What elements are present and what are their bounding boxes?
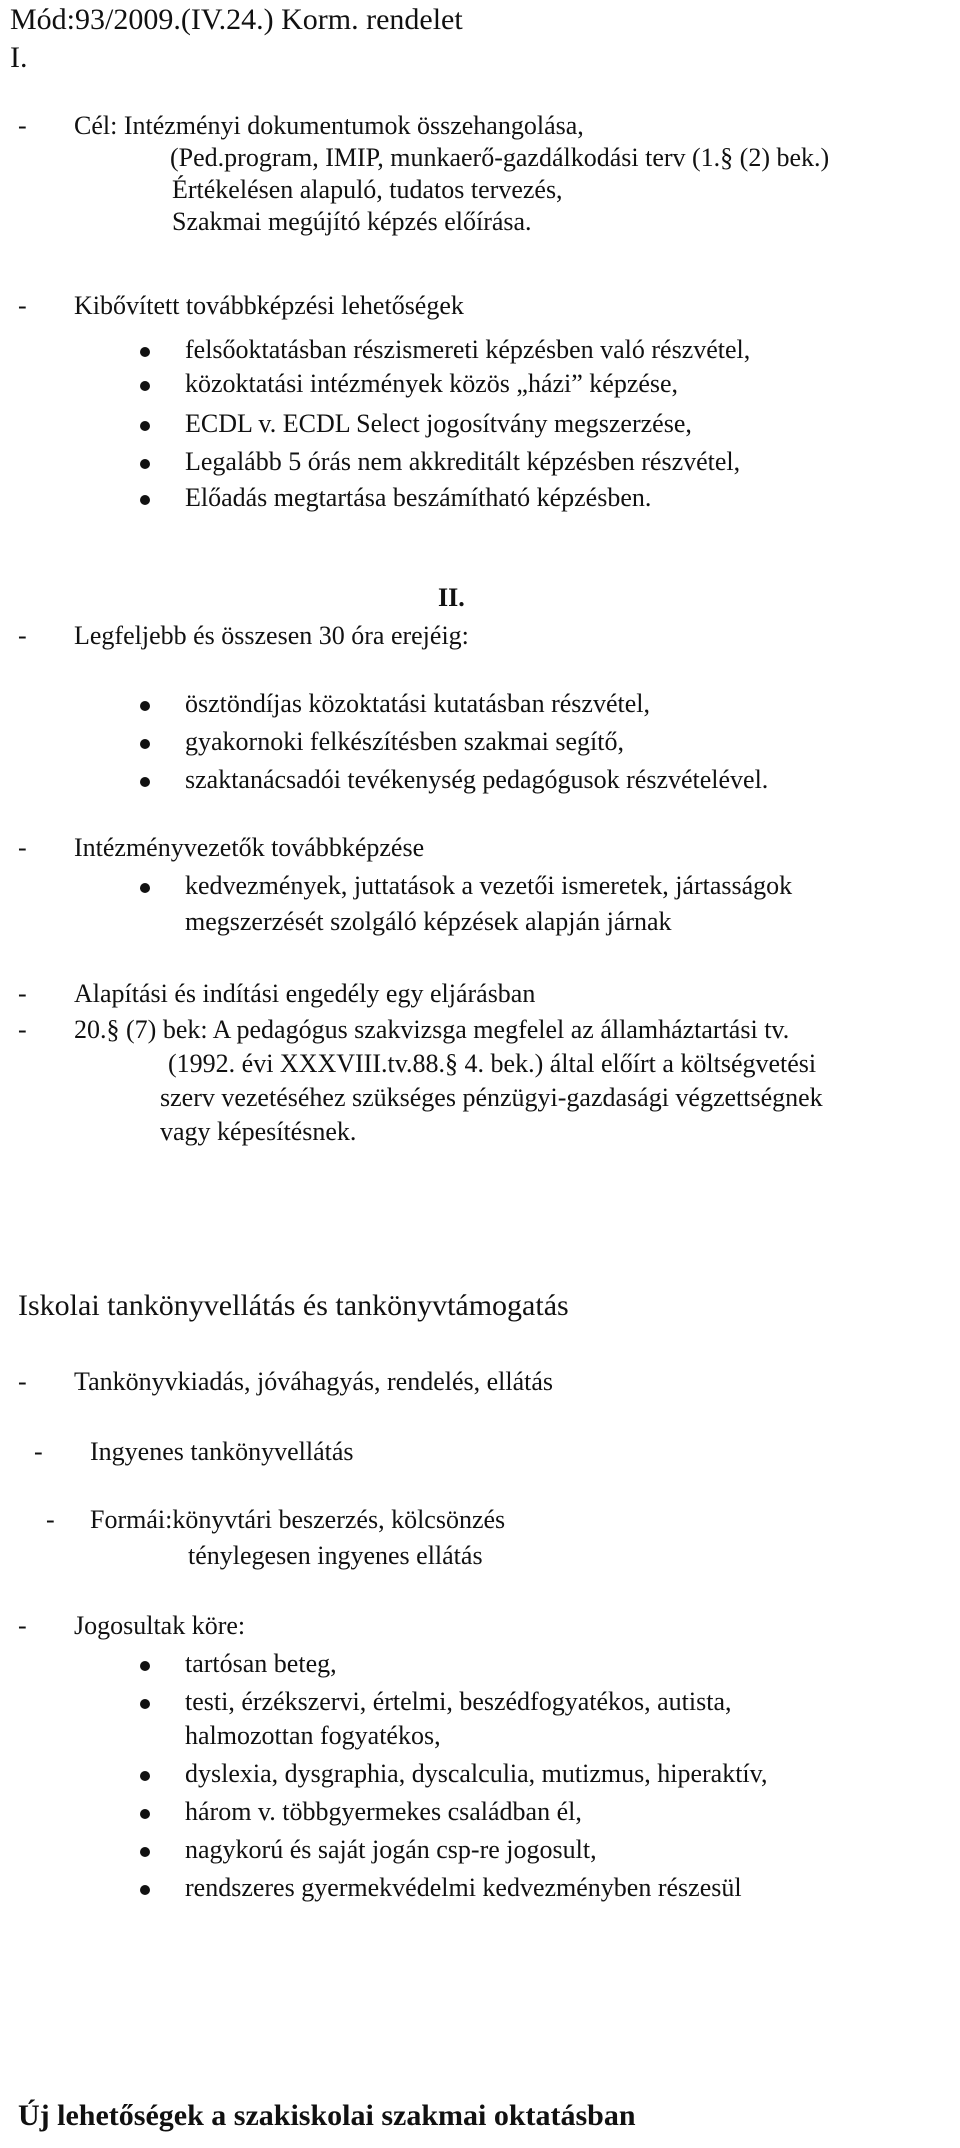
list-heading: Jogosultak köre: [74, 1611, 246, 1640]
list-item: ösztöndíjas közoktatási kutatásban részvétel, [185, 689, 650, 718]
bullet-icon [140, 1809, 150, 1819]
list-item: dyslexia, dysgraphia, dyscalculia, mutizmus, hiperaktív, [185, 1759, 768, 1788]
list-item: közoktatási intézmények közös „házi” képzése, [185, 369, 679, 398]
list-item-continuation: megszerzését szolgáló képzések alapján járnak [185, 907, 672, 936]
bullet-icon [140, 1699, 150, 1709]
list-item: gyakornoki felkészítésben szakmai segítő, [185, 727, 624, 756]
bullet-icon [140, 381, 150, 391]
goal-line: Cél: Intézményi dokumentumok összehangolása, [74, 111, 584, 140]
list-item-continuation: halmozottan fogyatékos, [185, 1721, 441, 1750]
goal-line: Értékelésen alapuló, tudatos tervezés, [172, 175, 563, 204]
bullet-icon [140, 1661, 150, 1671]
list-item: ECDL v. ECDL Select jogosítvány megszerzése, [185, 409, 692, 438]
bullet-icon [140, 1847, 150, 1857]
list-item: felsőoktatásban részismereti képzésben való részvétel, [185, 335, 751, 364]
list-item: Legalább 5 órás nem akkreditált képzésben részvétel, [185, 447, 741, 476]
list-dash: - [18, 979, 27, 1008]
bullet-icon [140, 495, 150, 505]
bullet-icon [140, 421, 150, 431]
list-dash: - [18, 1367, 27, 1396]
list-item: nagykorú és saját jogán csp-re jogosult, [185, 1835, 597, 1864]
list-dash: - [18, 1015, 27, 1044]
list-item: kedvezmények, juttatások a vezetői ismeretek, jártasságok [185, 871, 793, 900]
goal-line: Szakmai megújító képzés előírása. [172, 207, 532, 236]
list-heading: Intézményvezetők továbbképzése [74, 833, 425, 862]
list-item-continuation: ténylegesen ingyenes ellátás [188, 1541, 483, 1570]
list-item: testi, érzékszervi, értelmi, beszédfogyatékos, autista, [185, 1687, 732, 1716]
bullet-icon [140, 701, 150, 711]
goal-line: (Ped.program, IMIP, munkaerő-gazdálkodási terv (1.§ (2) bek.) [170, 143, 830, 172]
paragraph-line: (1992. évi XXXVIII.tv.88.§ 4. bek.) által előírt a költségvetési [168, 1049, 817, 1078]
paragraph-line: 20.§ (7) bek: A pedagógus szakvizsga megfelel az államháztartási tv. [74, 1015, 790, 1044]
list-item: tartósan beteg, [185, 1649, 337, 1678]
bullet-icon [140, 883, 150, 893]
bullet-icon [140, 1771, 150, 1781]
list-item: rendszeres gyermekvédelmi kedvezményben részesül [185, 1873, 742, 1902]
bullet-icon [140, 739, 150, 749]
list-item: Ingyenes tankönyvellátás [90, 1437, 354, 1466]
section-heading-i: I. [10, 41, 28, 74]
list-dash: - [18, 111, 27, 140]
list-dash: - [18, 833, 27, 862]
list-item: szaktanácsadói tevékenység pedagógusok részvételével. [185, 765, 769, 794]
list-item: Tankönyvkiadás, jóváhagyás, rendelés, ellátás [74, 1367, 554, 1396]
section-heading-tankonyv: Iskolai tankönyvellátás és tankönyvtámogatás [18, 1289, 569, 1322]
bullet-icon [140, 347, 150, 357]
list-item: három v. többgyermekes családban él, [185, 1797, 582, 1826]
section-heading-ii: II. [438, 583, 465, 612]
list-item: Alapítási és indítási engedély egy eljárásban [74, 979, 536, 1008]
list-dash: - [18, 621, 27, 650]
list-item: Előadás megtartása beszámítható képzésben. [185, 483, 652, 512]
list-dash: - [46, 1505, 55, 1534]
paragraph-line: szerv vezetéséhez szükséges pénzügyi-gazdasági végzettségnek [160, 1083, 823, 1112]
paragraph-line: vagy képesítésnek. [160, 1117, 357, 1146]
document-title: Mód:93/2009.(IV.24.) Korm. rendelet [10, 3, 463, 36]
list-heading: Kibővített továbbképzési lehetőségek [74, 291, 464, 320]
bullet-icon [140, 1885, 150, 1895]
bullet-icon [140, 777, 150, 787]
bullet-icon [140, 459, 150, 469]
list-dash: - [18, 1611, 27, 1640]
list-dash: - [18, 291, 27, 320]
section-heading-szakiskola: Új lehetőségek a szakiskolai szakmai oktatásban [18, 2099, 636, 2132]
list-dash: - [34, 1437, 43, 1466]
list-heading: Legfeljebb és összesen 30 óra erejéig: [74, 621, 469, 650]
list-item: Formái:könyvtári beszerzés, kölcsönzés [90, 1505, 506, 1534]
